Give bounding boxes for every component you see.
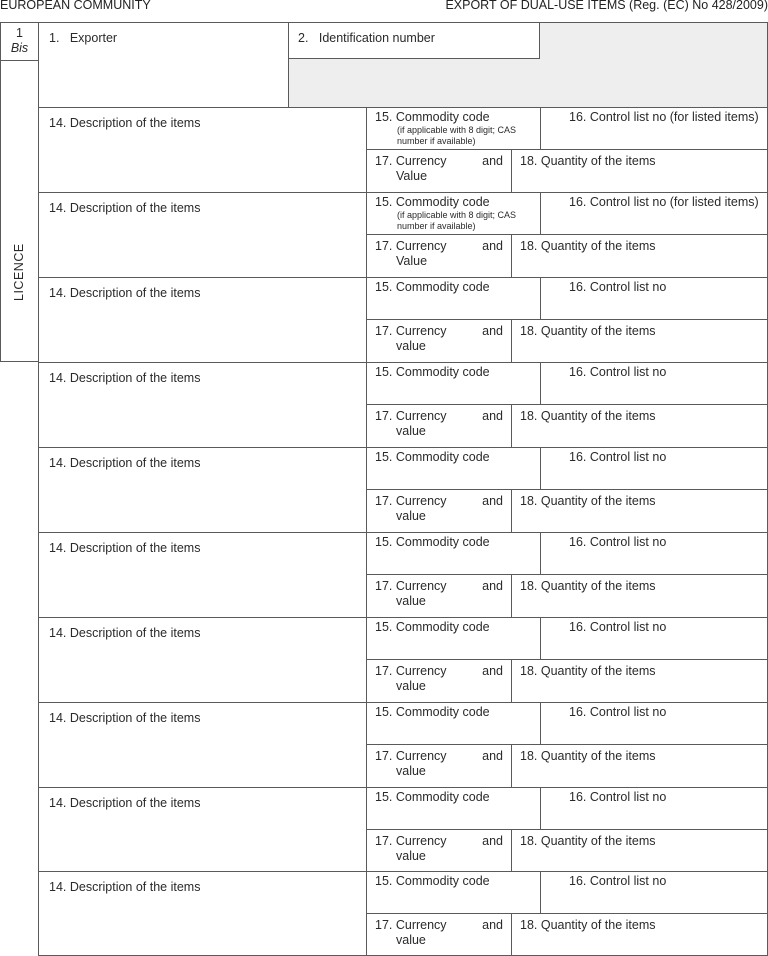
currency-value-label: value	[396, 849, 426, 863]
commodity-code-field[interactable]	[366, 447, 541, 490]
commodity-code-field[interactable]	[366, 702, 541, 745]
quantity-field[interactable]	[511, 744, 768, 788]
currency-value-label: Value	[396, 169, 428, 183]
control-list-field[interactable]	[540, 702, 768, 745]
quantity-field[interactable]	[511, 659, 768, 703]
control-list-label: 16. Control list no	[569, 874, 667, 888]
commodity-code-label: 15. Commodity code	[375, 790, 490, 804]
quantity-label: 18. Quantity of the items	[520, 664, 656, 678]
commodity-code-field[interactable]	[366, 107, 541, 150]
currency-value-field[interactable]	[366, 149, 512, 193]
description-label: 14. Description of the items	[49, 880, 201, 894]
description-label: 14. Description of the items	[49, 456, 201, 470]
currency-label: 17. Currency	[375, 664, 447, 678]
commodity-code-label: 15. Commodity code	[375, 450, 490, 464]
licence-side-cell	[0, 60, 39, 362]
control-list-label: 16. Control list no (for listed items)	[569, 110, 759, 124]
quantity-field[interactable]	[511, 404, 768, 448]
description-label: 14. Description of the items	[49, 796, 201, 810]
currency-and-label: and	[482, 918, 503, 932]
exporter-field[interactable]	[38, 22, 289, 108]
currency-value-field[interactable]	[366, 574, 512, 618]
description-label: 14. Description of the items	[49, 541, 201, 555]
header-form-title: EXPORT OF DUAL-USE ITEMS (Reg. (EC) No 428/2009)	[445, 0, 768, 12]
currency-and-label: and	[482, 494, 503, 508]
commodity-code-label: 15. Commodity code	[375, 110, 490, 124]
currency-and-label: and	[482, 749, 503, 763]
identification-label: 2. Identification number	[298, 31, 435, 45]
quantity-label: 18. Quantity of the items	[520, 918, 656, 932]
commodity-code-label: 15. Commodity code	[375, 195, 490, 209]
description-field[interactable]	[38, 787, 367, 872]
header-community: EUROPEAN COMMUNITY	[0, 0, 151, 12]
commodity-code-label: 15. Commodity code	[375, 705, 490, 719]
currency-label: 17. Currency	[375, 154, 447, 168]
currency-value-field[interactable]	[366, 319, 512, 363]
currency-label: 17. Currency	[375, 579, 447, 593]
currency-label: 17. Currency	[375, 239, 447, 253]
commodity-code-label: 15. Commodity code	[375, 280, 490, 294]
control-list-label: 16. Control list no	[569, 790, 667, 804]
currency-label: 17. Currency	[375, 834, 447, 848]
quantity-label: 18. Quantity of the items	[520, 154, 656, 168]
quantity-field[interactable]	[511, 149, 768, 193]
commodity-code-label: 15. Commodity code	[375, 535, 490, 549]
control-list-label: 16. Control list no	[569, 450, 667, 464]
quantity-label: 18. Quantity of the items	[520, 834, 656, 848]
quantity-label: 18. Quantity of the items	[520, 239, 656, 253]
commodity-code-field[interactable]	[366, 362, 541, 405]
description-label: 14. Description of the items	[49, 286, 201, 300]
currency-value-label: value	[396, 764, 426, 778]
control-list-field[interactable]	[540, 871, 768, 914]
currency-label: 17. Currency	[375, 749, 447, 763]
quantity-label: 18. Quantity of the items	[520, 579, 656, 593]
description-field[interactable]	[38, 277, 367, 363]
quantity-label: 18. Quantity of the items	[520, 749, 656, 763]
currency-value-label: value	[396, 509, 426, 523]
currency-value-field[interactable]	[366, 659, 512, 703]
exporter-label: 1. Exporter	[49, 31, 118, 45]
quantity-field[interactable]	[511, 574, 768, 618]
currency-and-label: and	[482, 239, 503, 253]
control-list-field[interactable]	[540, 277, 768, 320]
control-list-label: 16. Control list no	[569, 705, 667, 719]
licence-label: LICENCE	[12, 243, 26, 301]
control-list-label: 16. Control list no	[569, 535, 667, 549]
description-field[interactable]	[38, 617, 367, 703]
commodity-code-field[interactable]	[366, 532, 541, 575]
description-field[interactable]	[38, 532, 367, 618]
control-list-label: 16. Control list no (for listed items)	[569, 195, 759, 209]
currency-value-field[interactable]	[366, 913, 512, 956]
currency-label: 17. Currency	[375, 918, 447, 932]
control-list-field[interactable]	[540, 532, 768, 575]
currency-value-field[interactable]	[366, 404, 512, 448]
commodity-code-field[interactable]	[366, 277, 541, 320]
currency-value-label: value	[396, 424, 426, 438]
control-list-field[interactable]	[540, 362, 768, 405]
quantity-field[interactable]	[511, 829, 768, 872]
description-field[interactable]	[38, 362, 367, 448]
control-list-label: 16. Control list no	[569, 620, 667, 634]
description-field[interactable]	[38, 192, 367, 278]
commodity-code-field[interactable]	[366, 192, 541, 235]
currency-label: 17. Currency	[375, 494, 447, 508]
commodity-code-field[interactable]	[366, 787, 541, 830]
currency-and-label: and	[482, 664, 503, 678]
quantity-field[interactable]	[511, 489, 768, 533]
currency-value-label: value	[396, 679, 426, 693]
commodity-code-label: 15. Commodity code	[375, 365, 490, 379]
control-list-field[interactable]	[540, 447, 768, 490]
quantity-label: 18. Quantity of the items	[520, 409, 656, 423]
box-suffix: Bis	[10, 41, 29, 55]
description-label: 14. Description of the items	[49, 371, 201, 385]
currency-and-label: and	[482, 154, 503, 168]
currency-label: 17. Currency	[375, 324, 447, 338]
control-list-field[interactable]	[540, 617, 768, 660]
currency-value-label: value	[396, 594, 426, 608]
currency-value-label: value	[396, 339, 426, 353]
description-field[interactable]	[38, 702, 367, 788]
box-number: 1	[16, 26, 23, 40]
commodity-code-note: (if applicable with 8 digit; CAS number if available)	[397, 210, 517, 231]
control-list-label: 16. Control list no	[569, 280, 667, 294]
currency-value-field[interactable]	[366, 744, 512, 788]
currency-and-label: and	[482, 579, 503, 593]
description-field[interactable]	[38, 107, 367, 193]
currency-value-label: value	[396, 933, 426, 947]
description-field[interactable]	[38, 871, 367, 956]
identification-number-field[interactable]	[288, 22, 540, 59]
quantity-label: 18. Quantity of the items	[520, 324, 656, 338]
currency-and-label: and	[482, 409, 503, 423]
commodity-code-label: 15. Commodity code	[375, 620, 490, 634]
currency-value-field[interactable]	[366, 489, 512, 533]
commodity-code-label: 15. Commodity code	[375, 874, 490, 888]
commodity-code-field[interactable]	[366, 871, 541, 914]
currency-label: 17. Currency	[375, 409, 447, 423]
currency-value-field[interactable]	[366, 829, 512, 872]
currency-and-label: and	[482, 324, 503, 338]
control-list-field[interactable]	[540, 107, 768, 150]
commodity-code-field[interactable]	[366, 617, 541, 660]
quantity-field[interactable]	[511, 319, 768, 363]
quantity-field[interactable]	[511, 234, 768, 278]
description-field[interactable]	[38, 447, 367, 533]
description-label: 14. Description of the items	[49, 626, 201, 640]
quantity-field[interactable]	[511, 913, 768, 956]
description-label: 14. Description of the items	[49, 201, 201, 215]
currency-value-label: Value	[396, 254, 428, 268]
currency-value-field[interactable]	[366, 234, 512, 278]
control-list-label: 16. Control list no	[569, 365, 667, 379]
quantity-label: 18. Quantity of the items	[520, 494, 656, 508]
control-list-field[interactable]	[540, 192, 768, 235]
commodity-code-note: (if applicable with 8 digit; CAS number if available)	[397, 125, 517, 146]
description-label: 14. Description of the items	[49, 116, 201, 130]
currency-and-label: and	[482, 834, 503, 848]
control-list-field[interactable]	[540, 787, 768, 830]
description-label: 14. Description of the items	[49, 711, 201, 725]
box-number-cell	[0, 22, 39, 61]
